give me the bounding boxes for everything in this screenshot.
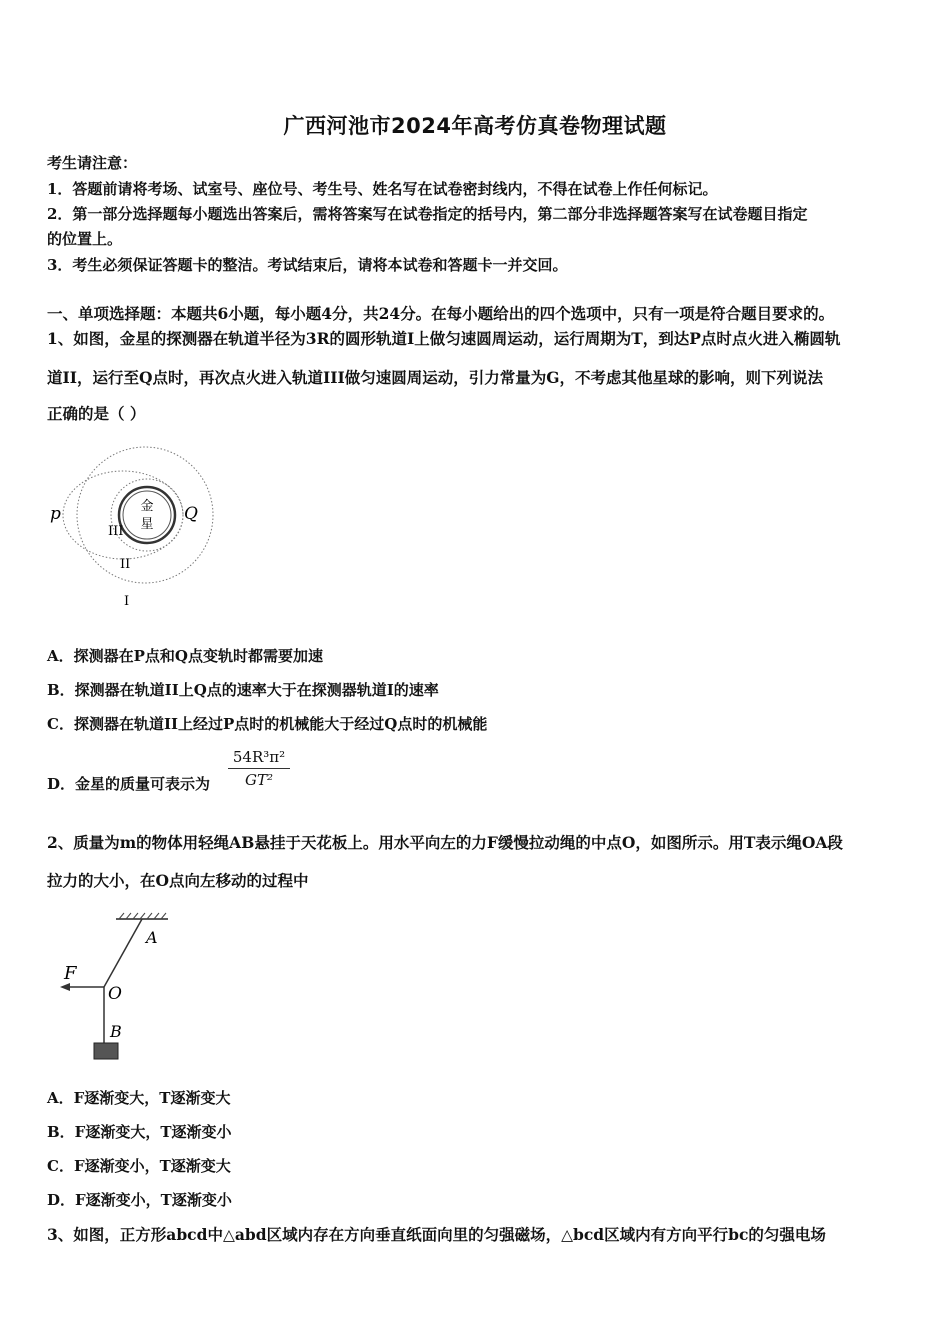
q1-option-a: A．探测器在P点和Q点变轨时都需要加速 xyxy=(47,647,323,665)
planet-label-2: 星 xyxy=(140,517,154,532)
q2-option-b: B．F逐渐变大，T逐渐变小 xyxy=(47,1123,232,1141)
label-i: I xyxy=(124,594,130,609)
notice-item-3: 3．考生必须保证答题卡的整洁。考试结束后，请将本试卷和答题卡一并交回。 xyxy=(47,256,568,274)
orbit-diagram xyxy=(40,435,240,615)
q2-line-1: 2、质量为m的物体用轻绳AB悬挂于天花板上。用水平向左的力F缓慢拉动绳的中点O，如图所示。用T表示绳OA段 xyxy=(47,833,843,852)
q3-line-1: 3、如图，正方形abcd中△abd区域内存在方向垂直纸面向里的匀强磁场，△bcd区域内有方向平行bc的匀强电场 xyxy=(47,1225,826,1244)
force-arrow-head xyxy=(60,983,70,991)
page-title: 广西河池市2024年高考仿真卷物理试题 xyxy=(283,114,667,138)
q1-option-c: C．探测器在轨道II上经过P点时的机械能大于经过Q点时的机械能 xyxy=(47,715,488,733)
q2-line-2: 拉力的大小，在O点向左移动的过程中 xyxy=(47,871,309,890)
venus-planet xyxy=(119,487,175,543)
ceiling-hatching xyxy=(119,913,166,919)
formula-numerator: 54R³π² xyxy=(232,748,286,766)
q1-line-1: 1、如图，金星的探测器在轨道半径为3R的圆形轨道I上做匀速圆周运动，运行周期为T，到达P点时点火进入椭圆轨 xyxy=(47,329,841,348)
planet-label-1: 金 xyxy=(140,499,154,514)
fraction-bar xyxy=(228,768,290,769)
label-ii: II xyxy=(120,557,131,572)
notice-heading: 考生请注意： xyxy=(47,154,138,172)
q2-option-c: C．F逐渐变小，T逐渐变大 xyxy=(47,1157,231,1175)
notice-item-1: 1．答题前请将考场、试室号、座位号、考生号、姓名写在试卷密封线内，不得在试卷上作任何标记。 xyxy=(47,180,718,198)
orbit-iii xyxy=(111,479,183,551)
q1-option-b: B．探测器在轨道II上Q点的速率大于在探测器轨道I的速率 xyxy=(47,681,439,699)
notice-item-2-cont: 的位置上。 xyxy=(47,230,123,248)
hanging-mass xyxy=(94,1043,118,1059)
q1-line-3: 正确的是（ ） xyxy=(47,404,146,423)
q2-option-d: D．F逐渐变小，T逐渐变小 xyxy=(47,1191,232,1209)
label-b: B xyxy=(110,1022,122,1041)
formula-denominator: GT² xyxy=(244,771,273,789)
label-f: F xyxy=(64,963,77,984)
label-q: Q xyxy=(184,504,198,524)
mass-formula xyxy=(228,748,290,789)
section-heading: 一、单项选择题：本题共6小题，每小题4分，共24分。在每小题给出的四个选项中，只有一项是符合题目要求的。 xyxy=(47,304,835,323)
q1-option-d: D．金星的质量可表示为 xyxy=(47,775,211,793)
label-o: O xyxy=(108,984,122,1004)
rope-diagram xyxy=(50,905,190,1065)
q1-line-2: 道II，运行至Q点时，再次点火进入轨道III做匀速圆周运动，引力常量为G，不考虑其他星球的影响，则下列说法 xyxy=(47,368,823,387)
notice-item-2: 2．第一部分选择题每小题选出答案后，需将答案写在试卷指定的括号内，第二部分非选择题答案写在试卷题目指定 xyxy=(47,205,808,223)
label-a: A xyxy=(146,928,158,947)
label-iii: III xyxy=(108,524,124,539)
label-p: p xyxy=(50,504,61,524)
rope-oa xyxy=(104,919,142,987)
q2-option-a: A．F逐渐变大，T逐渐变大 xyxy=(47,1089,231,1107)
